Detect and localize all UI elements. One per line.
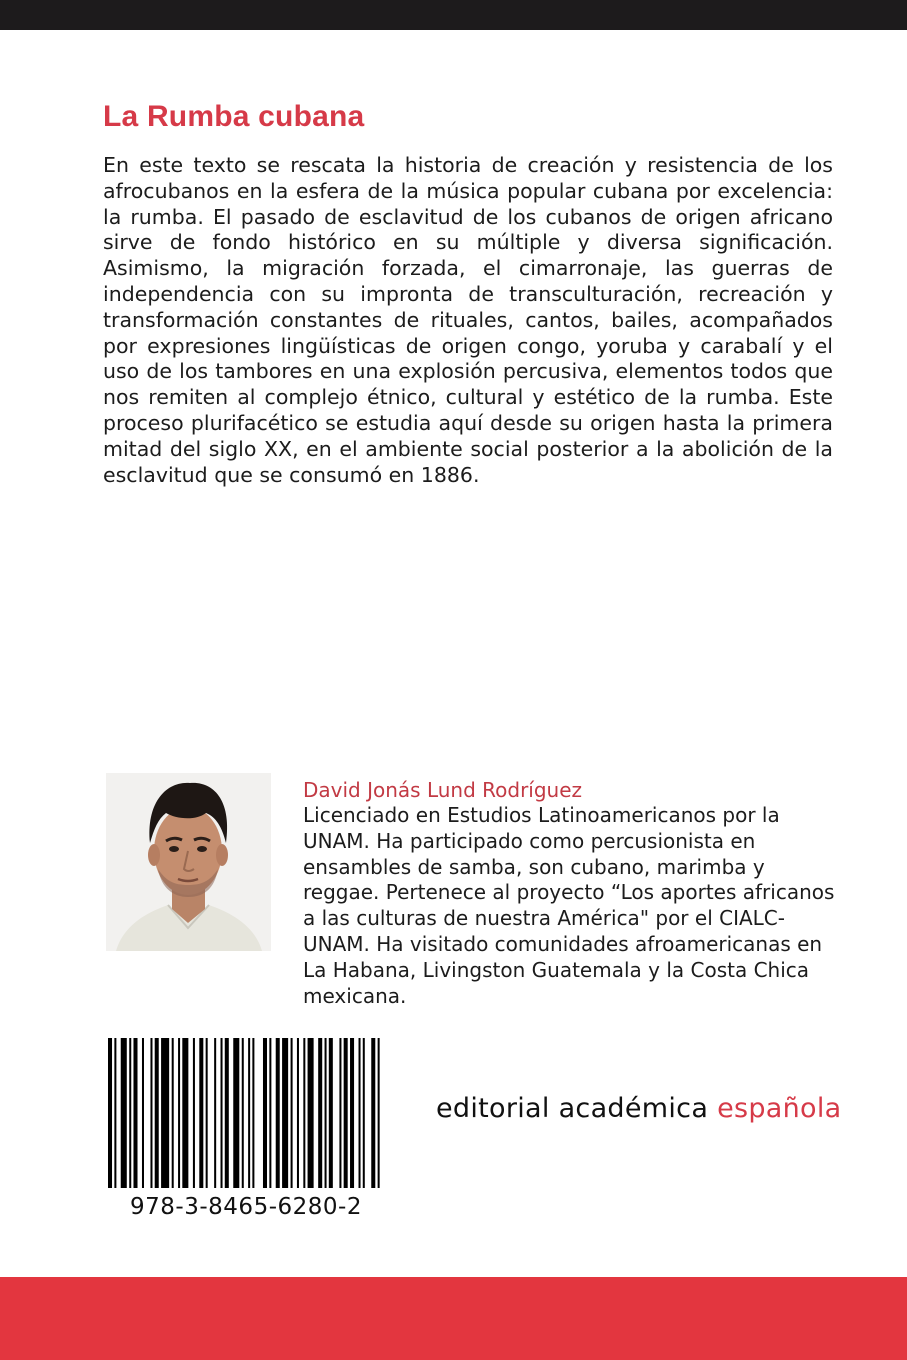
barcode-bar — [133, 1038, 137, 1188]
barcode-bar — [172, 1038, 174, 1188]
barcode-bar — [282, 1038, 288, 1188]
barcode-bar — [291, 1038, 293, 1188]
barcode-bar — [129, 1038, 131, 1188]
barcode-bar — [303, 1038, 305, 1188]
barcode-bar — [363, 1038, 365, 1188]
publisher-name: editorial académica — [436, 1093, 718, 1124]
barcode-bar — [142, 1038, 144, 1188]
barcode-bar — [276, 1038, 280, 1188]
barcode-bar — [269, 1038, 271, 1188]
barcode-bar — [325, 1038, 327, 1188]
author-photo — [106, 773, 271, 951]
barcode-bar — [114, 1038, 116, 1188]
barcode-bar — [199, 1038, 203, 1188]
barcode-bar — [121, 1038, 127, 1188]
barcode-bar — [359, 1038, 361, 1188]
barcode-bar — [233, 1038, 239, 1188]
barcode-bar — [248, 1038, 250, 1188]
top-bar — [0, 0, 907, 30]
isbn-number: 978-3-8465-6280-2 — [130, 1194, 362, 1220]
barcode-bar — [182, 1038, 188, 1188]
book-title: La Rumba cubana — [103, 100, 365, 133]
barcode-bar — [297, 1038, 299, 1188]
barcode-bar — [339, 1038, 341, 1188]
author-name: David Jonás Lund Rodríguez — [303, 778, 583, 802]
barcode-bar — [263, 1038, 267, 1188]
barcode-bar — [378, 1038, 380, 1188]
barcode-bar — [329, 1038, 333, 1188]
barcode-bar — [161, 1038, 169, 1188]
barcode-bar — [214, 1038, 216, 1188]
barcode-bar — [350, 1038, 354, 1188]
barcode-bar — [318, 1038, 322, 1188]
publisher-logo — [436, 1093, 842, 1124]
barcode-bar — [206, 1038, 208, 1188]
barcode-bar — [178, 1038, 180, 1188]
barcode-bar — [308, 1038, 314, 1188]
bottom-bar — [0, 1277, 907, 1360]
barcode-bar — [155, 1038, 159, 1188]
barcode-bar — [242, 1038, 244, 1188]
barcode-bar — [225, 1038, 229, 1188]
author-bio: Licenciado en Estudios Latinoamericanos por la UNAM. Ha participado como percusionista en ensambles de samba, son cubano, marimba y reggae. Pertenece al proyecto “Los aportes africanos a las culturas de nuestra América" por el CIALC- UNAM. Ha visitado comunidades afroamericanas en La Habana, Livingston Guatemala y la Costa Chica mexicana. — [303, 803, 835, 1008]
barcode-bar — [371, 1038, 375, 1188]
barcode-bar — [108, 1038, 112, 1188]
publisher-name-accent: española — [717, 1093, 842, 1124]
book-description: En este texto se rescata la historia de creación y resistencia de los afrocubanos en la esfera de la música popular cubana por excelencia: la rumba. El pasado de esclavitud de los cubanos de origen africano sirve de fondo histórico en su múltiple y diversa significación. Asimismo, la migración forzada, el cimarronaje, las guerras de independencia con su impronta de transculturación, recreación y transformación constantes de rituales, cantos, bailes, acompañados por expresiones lingüísticas de origen congo, yoruba y carabalí y el uso de los tambores en una explosión percusiva, elementos todos que nos remiten al complejo étnico, cultural y estético de la rumba. Este proceso plurifacético se estudia aquí desde su origen hasta la primera mitad del siglo XX, en el ambiente social posterior a la abolición de la esclavitud que se consumó en 1886. — [103, 153, 833, 487]
barcode-bar — [221, 1038, 223, 1188]
barcode-bar — [193, 1038, 195, 1188]
barcode-bar — [252, 1038, 254, 1188]
barcode-bar — [344, 1038, 348, 1188]
barcode-bar — [150, 1038, 152, 1188]
